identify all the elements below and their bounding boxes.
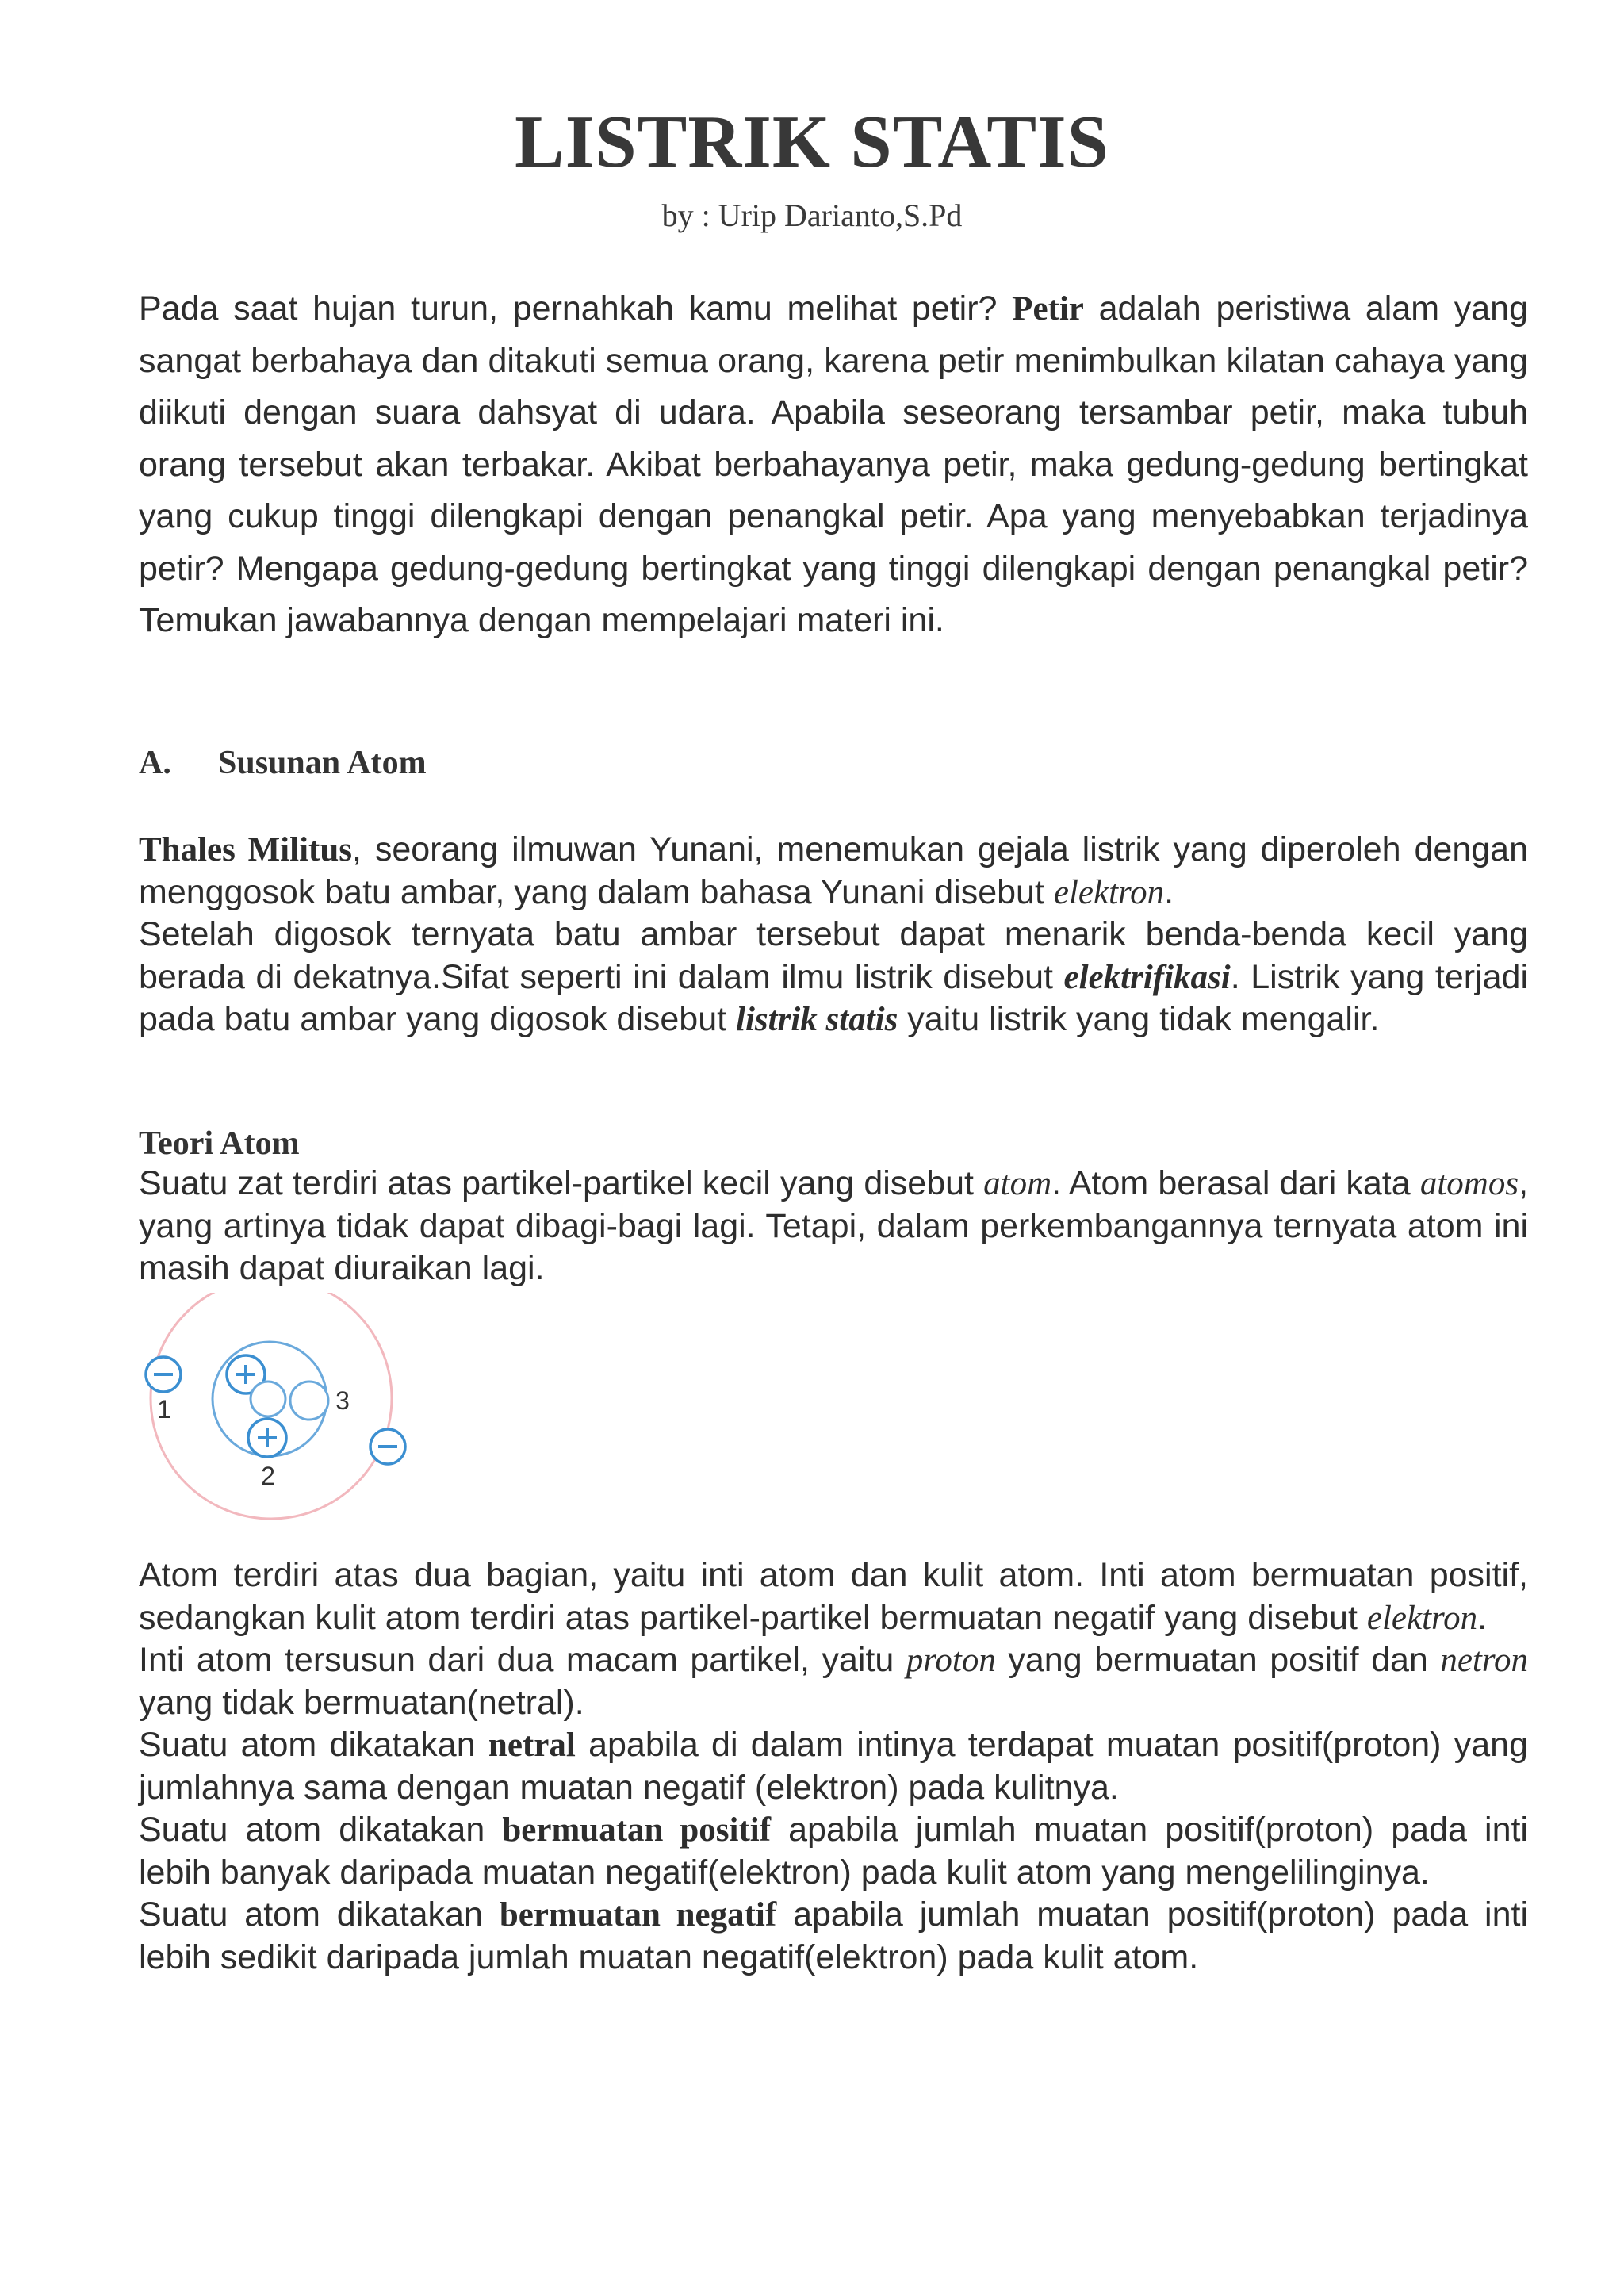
atom-text-3: Suatu atom dikatakan bbox=[139, 1726, 488, 1764]
section-a-text-5: yaitu listrik yang tidak mengalir. bbox=[898, 1000, 1380, 1038]
thales-name: Thales Militus bbox=[139, 831, 352, 868]
teori-atom-heading: Teori Atom bbox=[139, 1125, 300, 1162]
intro-text-2: adalah peristiwa alam yang sangat berbahaya dan ditakuti semua orang, karena petir menimbulkan kilatan cahaya yang diikuti dengan suara dahsyat di udara. Apabila seseorang tersambar petir, maka tubuh orang tersebut akan terbakar. Akibat berbahayanya petir, maka gedung-gedung bertingkat yang cukup tinggi dilengkapi dengan penangkal petir. Apa yang menyebabkan terjadinya petir? Mengapa gedung-gedung bertingkat yang tinggi dilengkapi dengan penangkal petir? Temukan jawabannya dengan mempelajari materi ini. bbox=[139, 289, 1528, 639]
section-a-paragraph-2 bbox=[139, 914, 1528, 1041]
intro-paragraph bbox=[139, 283, 1528, 647]
section-a-heading bbox=[139, 744, 427, 782]
atom-text-1-end: . bbox=[1477, 1598, 1488, 1637]
term-netron: netron bbox=[1440, 1642, 1528, 1679]
term-bermuatan-positif: bermuatan positif bbox=[502, 1811, 772, 1849]
label-neutron: 3 bbox=[335, 1386, 350, 1415]
term-netral: netral bbox=[488, 1727, 576, 1764]
label-electron: 1 bbox=[157, 1395, 171, 1424]
teori-text-1: Suatu zat terdiri atas partikel-partikel kecil yang disebut bbox=[139, 1164, 984, 1202]
term-atom: atom bbox=[983, 1165, 1052, 1202]
atom-text-2: Inti atom tersusun dari dua macam partikel, yaitu bbox=[139, 1641, 906, 1679]
section-a-title: Susunan Atom bbox=[218, 745, 427, 781]
atom-text-2-end: yang tidak bermuatan(netral). bbox=[139, 1683, 584, 1722]
intro-text-1: Pada saat hujan turun, pernahkah kamu melihat petir? bbox=[139, 289, 1013, 328]
neutron-2 bbox=[290, 1382, 328, 1420]
atom-text-5-end: apabila jumlah muatan positif(proton) pada inti lebih sedikit daripada jumlah muatan negatif(elektron) pada kulit atom. bbox=[139, 1895, 1528, 1976]
label-proton: 2 bbox=[261, 1462, 275, 1490]
teori-text-2: . Atom berasal dari kata bbox=[1051, 1164, 1420, 1202]
section-a-text-1: , seorang ilmuwan Yunani, menemukan gejala listrik yang diperoleh dengan menggosok batu ambar, yang dalam bahasa Yunani disebut bbox=[139, 830, 1528, 911]
term-bermuatan-negatif: bermuatan negatif bbox=[499, 1896, 777, 1934]
section-a-text-3: Setelah digosok ternyata batu ambar tersebut dapat menarik benda-benda kecil yang berada di dekatnya.Sifat seperti ini dalam ilmu listrik disebut bbox=[139, 915, 1528, 996]
term-listrik-statis: listrik statis bbox=[736, 1001, 898, 1038]
atom-paragraph-4 bbox=[139, 1809, 1528, 1894]
intro-bold-petir: Petir bbox=[1012, 290, 1084, 328]
atom-paragraph-3 bbox=[139, 1724, 1528, 1809]
atom-text-4: Suatu atom dikatakan bbox=[139, 1811, 503, 1849]
atom-text-4-end: apabila jumlah muatan positif(proton) pada inti lebih banyak daripada muatan negatif(elektron) pada kulit atom yang mengelilinginya. bbox=[139, 1811, 1528, 1892]
atom-paragraph-5 bbox=[139, 1894, 1528, 1979]
term-atomos: atomos bbox=[1419, 1165, 1519, 1202]
atom-text-1: Atom terdiri atas dua bagian, yaitu inti atom dan kulit atom. Inti atom bermuatan positif, sedangkan kulit atom terdiri atas partikel-partikel bermuatan negatif yang disebut bbox=[139, 1556, 1528, 1637]
term-elektron: elektron bbox=[1053, 873, 1165, 911]
atom-diagram bbox=[135, 1293, 420, 1523]
term-proton: proton bbox=[906, 1642, 996, 1679]
term-elektrifikasi: elektrifikasi bbox=[1063, 958, 1231, 996]
atom-text-2-mid: yang bermuatan positif dan bbox=[995, 1641, 1441, 1679]
teori-atom-paragraph bbox=[139, 1163, 1528, 1290]
section-a-number: A. bbox=[139, 745, 171, 781]
neutron-1 bbox=[251, 1382, 285, 1416]
page-title: LISTRIK STATIS bbox=[515, 101, 1109, 183]
teori-text-3: , yang artinya tidak dapat dibagi-bagi lagi. Tetapi, dalam perkembangannya ternyata atom ini masih dapat diuraikan lagi. bbox=[139, 1164, 1529, 1287]
atom-structure-body bbox=[139, 1554, 1528, 1979]
section-a-text-2: . bbox=[1164, 872, 1174, 911]
atom-text-3-end: apabila di dalam intinya terdapat muatan positif(proton) yang jumlahnya sama dengan muatan negatif (elektron) pada kulitnya. bbox=[139, 1726, 1528, 1807]
section-a-text-4: . Listrik yang terjadi pada batu ambar yang digosok disebut bbox=[139, 957, 1529, 1038]
term-elektron-2: elektron bbox=[1366, 1599, 1478, 1637]
atom-text-5: Suatu atom dikatakan bbox=[139, 1895, 500, 1934]
atom-paragraph-2 bbox=[139, 1639, 1528, 1724]
section-a-body bbox=[139, 829, 1528, 1041]
author-line: by : Urip Darianto,S.Pd bbox=[661, 197, 963, 233]
section-a-paragraph-1 bbox=[139, 829, 1528, 914]
atom-paragraph-1 bbox=[139, 1554, 1528, 1639]
